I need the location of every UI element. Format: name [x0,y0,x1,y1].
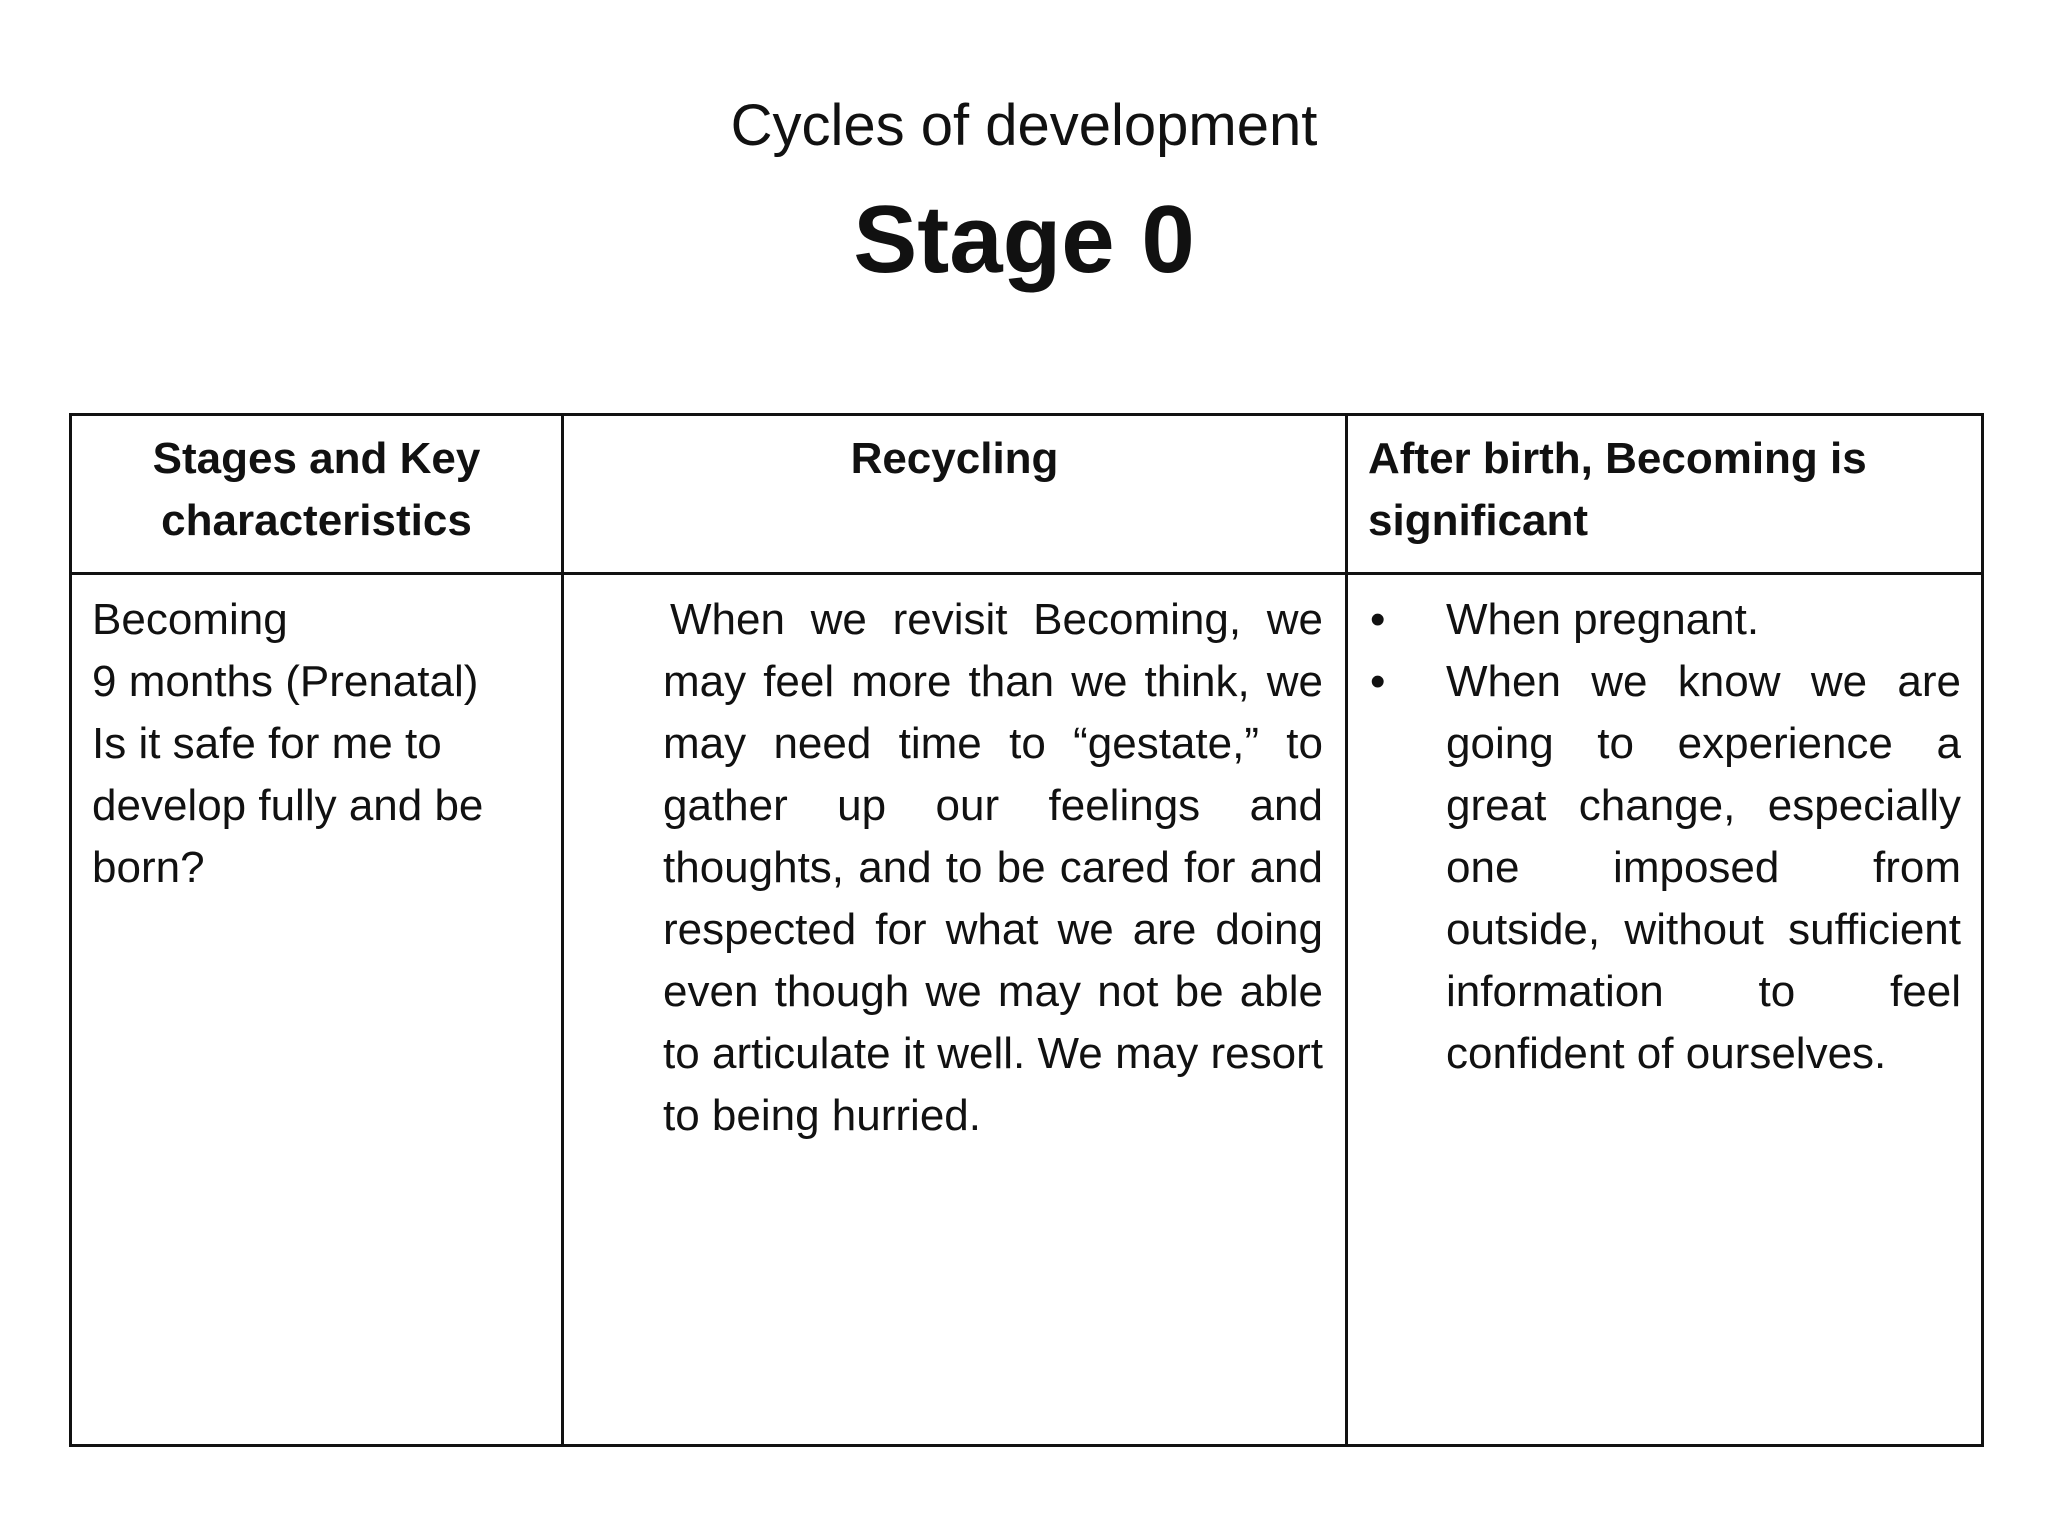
stage-duration: 9 months (Prenatal) [92,657,479,706]
table-header-row [71,415,1983,574]
recycling-cell [563,574,1347,1446]
bullet-icon: • [1370,657,1386,706]
list-item [1368,651,1961,1085]
list-item [1368,589,1961,651]
list-item-text: When we know we are going to experience a great change, especially one imposed from outside, without sufficient information to feel confident of ourselves. [1446,657,1961,1078]
after-birth-list [1368,589,1961,1085]
column-header-recycling: Recycling [563,415,1347,574]
slide-subtitle: Cycles of development [730,93,1318,158]
stage-name: Becoming [92,595,288,644]
stage-cell [71,574,563,1446]
bullet-icon: • [1370,595,1386,644]
after-birth-cell [1347,574,1983,1446]
stage-question: Is it safe for me to develop fully and be born? [92,719,484,892]
column-header-stages: Stages and Key characteristics [71,415,563,574]
column-header-after-birth: After birth, Becoming is significant [1347,415,1983,574]
recycling-text: When we revisit Becoming, we may feel more than we think, we may need time to “gestate,” to gather up our feelings and thoughts, and to be cared for and respected for what we are doing even though we may not be able to articulate it well. We may resort to being hurried. [663,595,1323,1140]
slide-header [0,86,2048,300]
list-item-text: When pregnant. [1446,595,1760,644]
table-row [71,574,1983,1446]
slide-title: Stage 0 [853,186,1195,293]
stage-table [69,413,1984,1447]
